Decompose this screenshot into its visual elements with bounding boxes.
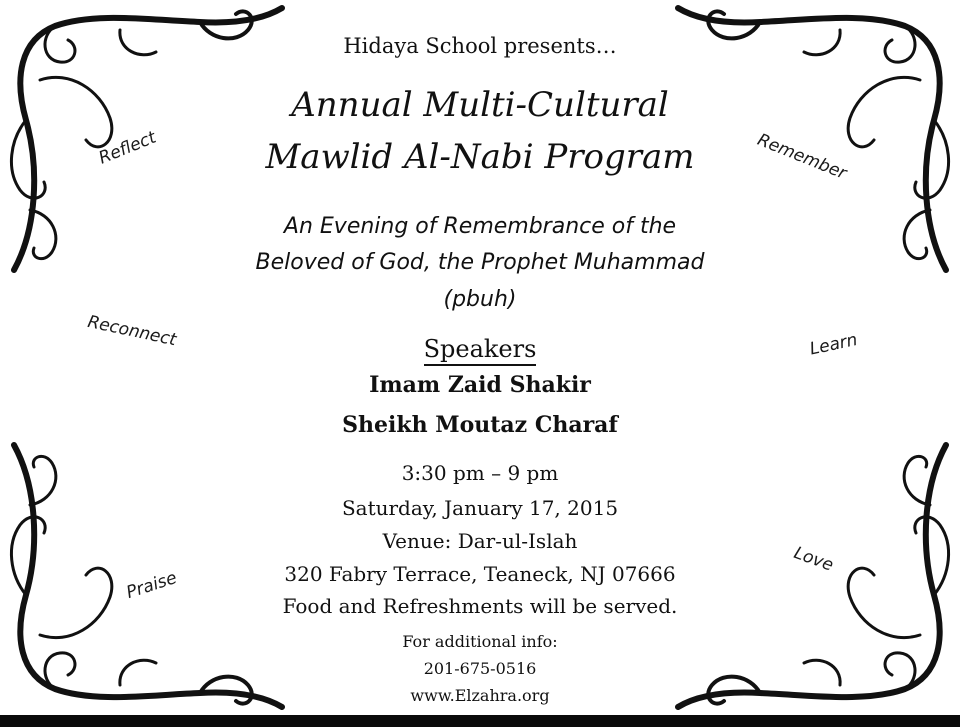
- contact-label: For additional info:: [402, 632, 558, 651]
- speaker-name: Sheikh Moutaz Charaf: [342, 412, 618, 438]
- word-remember: Remember: [754, 130, 850, 184]
- title-line-2: Mawlid Al-Nabi Program: [265, 137, 695, 177]
- event-venue: Venue: Dar-ul-Islah: [382, 529, 578, 553]
- event-address: 320 Fabry Terrace, Teaneck, NJ 07666: [284, 562, 676, 586]
- food-note: Food and Refreshments will be served.: [282, 594, 678, 618]
- word-praise: Praise: [124, 568, 180, 604]
- event-date: Saturday, January 17, 2015: [341, 496, 619, 520]
- contact-website: www.Elzahra.org: [410, 686, 550, 705]
- presenter-line: Hidaya School presents…: [343, 34, 617, 58]
- speakers-heading-text: Speakers: [424, 335, 537, 366]
- word-reconnect: Reconnect: [85, 312, 179, 351]
- subtitle-line-1: An Evening of Remembrance of the: [283, 214, 677, 239]
- event-time: 3:30 pm – 9 pm: [401, 461, 559, 485]
- word-love: Love: [791, 543, 836, 576]
- title-line-1: Annual Multi-Cultural: [291, 85, 669, 125]
- bottom-border: [0, 715, 960, 727]
- subtitle-line-3: (pbuh): [443, 287, 517, 312]
- contact-phone: 201-675-0516: [423, 659, 537, 678]
- word-learn: Learn: [808, 329, 860, 360]
- subtitle-line-2: Beloved of God, the Prophet Muhammad: [255, 250, 705, 275]
- speaker-name: Imam Zaid Shakir: [369, 372, 591, 398]
- word-reflect: Reflect: [96, 127, 159, 169]
